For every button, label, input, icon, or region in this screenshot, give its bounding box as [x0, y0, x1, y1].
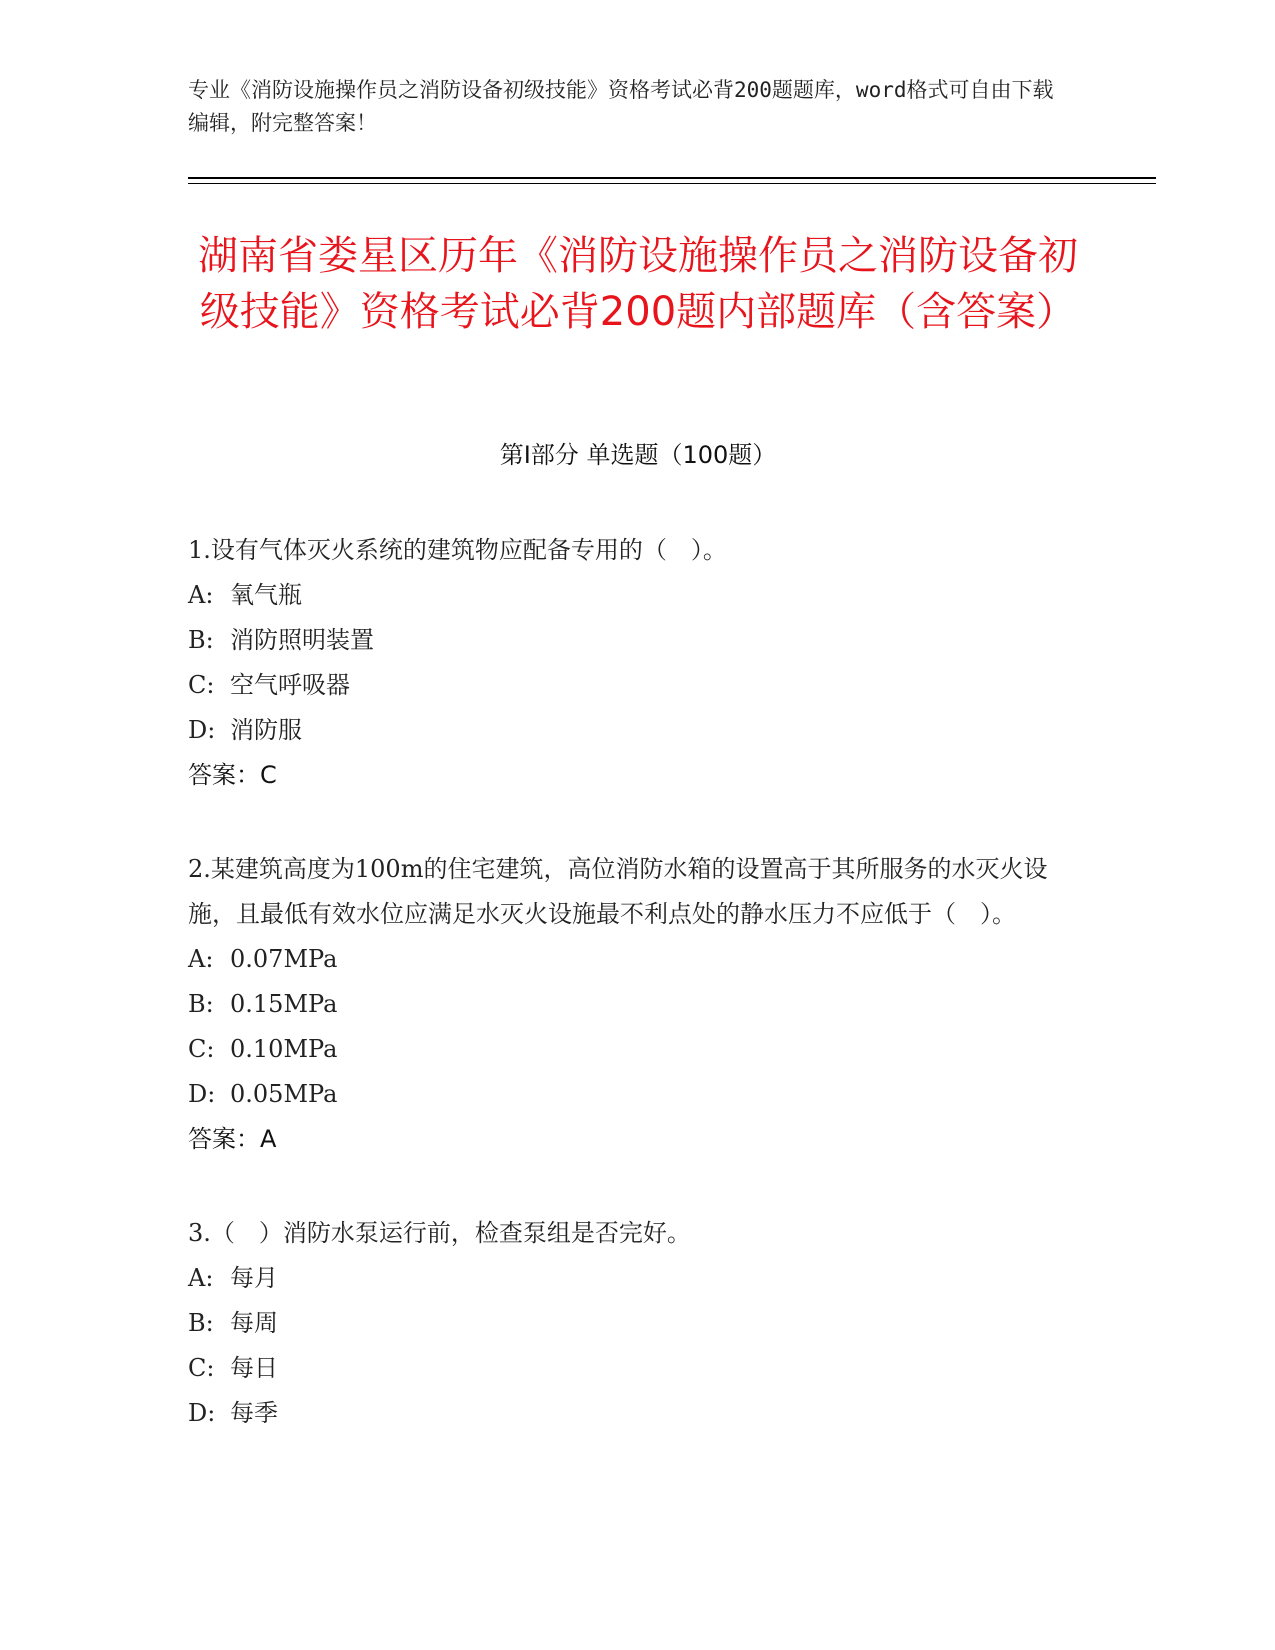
option-letter: D: [188, 716, 216, 744]
option-text: 每月 [230, 1264, 278, 1292]
option-d [188, 1072, 1078, 1117]
option-letter: B: [188, 1309, 214, 1337]
option-a [188, 1256, 1078, 1301]
option-text: 每季 [230, 1399, 278, 1427]
option-c [188, 1027, 1078, 1072]
question-stem: 2.某建筑高度为100m的住宅建筑，高位消防水箱的设置高于其所服务的水灭火设施，且最低有效水位应满足水灭火设施最不利点处的静水压力不应低于（ ）。 [188, 855, 1048, 928]
option-text: 消防照明装置 [230, 626, 374, 654]
option-text: 0.10MPa [230, 1035, 338, 1063]
answer-line: 答案：A [188, 1125, 277, 1153]
document-title: 湖南省娄星区历年《消防设施操作员之消防设备初级技能》资格考试必背200题内部题库（含答案） [198, 233, 1078, 335]
question-stem: 3.（ ）消防水泵运行前，检查泵组是否完好。 [188, 1219, 691, 1247]
option-a [188, 573, 1078, 618]
option-text: 0.07MPa [230, 945, 338, 973]
option-letter: C: [188, 1354, 215, 1382]
answer-line: 答案：C [188, 761, 277, 789]
option-text: 每日 [230, 1354, 278, 1382]
option-letter: C: [188, 1035, 215, 1063]
option-letter: D: [188, 1399, 216, 1427]
option-letter: B: [188, 990, 214, 1018]
option-text: 消防服 [230, 716, 302, 744]
option-b [188, 982, 1078, 1027]
question-stem: 1.设有气体灭火系统的建筑物应配备专用的（ ）。 [188, 536, 727, 564]
option-a [188, 937, 1078, 982]
question-2 [188, 847, 1078, 1162]
question-list [188, 528, 1078, 1485]
option-b [188, 1301, 1078, 1346]
option-text: 0.15MPa [230, 990, 338, 1018]
header-divider-thin [188, 183, 1156, 184]
option-letter: A: [188, 1264, 214, 1292]
option-text: 0.05MPa [230, 1080, 338, 1108]
option-letter: A: [188, 945, 214, 973]
header-divider-thick [188, 177, 1156, 179]
option-letter: D: [188, 1080, 216, 1108]
option-text: 每周 [230, 1309, 278, 1337]
question-1 [188, 528, 1078, 798]
option-letter: A: [188, 581, 214, 609]
option-d [188, 1391, 1078, 1436]
option-d [188, 708, 1078, 753]
option-b [188, 618, 1078, 663]
option-c [188, 1346, 1078, 1391]
option-letter: C: [188, 671, 215, 699]
option-c [188, 663, 1078, 708]
section-heading: 第Ⅰ部分 单选题（100题） [499, 441, 777, 469]
header-note: 专业《消防设施操作员之消防设备初级技能》资格考试必背200题题库，word格式可自由下载编辑，附完整答案！ [188, 78, 1054, 135]
option-text: 氧气瓶 [230, 581, 302, 609]
question-3 [188, 1211, 1078, 1436]
option-text: 空气呼吸器 [230, 671, 350, 699]
option-letter: B: [188, 626, 214, 654]
